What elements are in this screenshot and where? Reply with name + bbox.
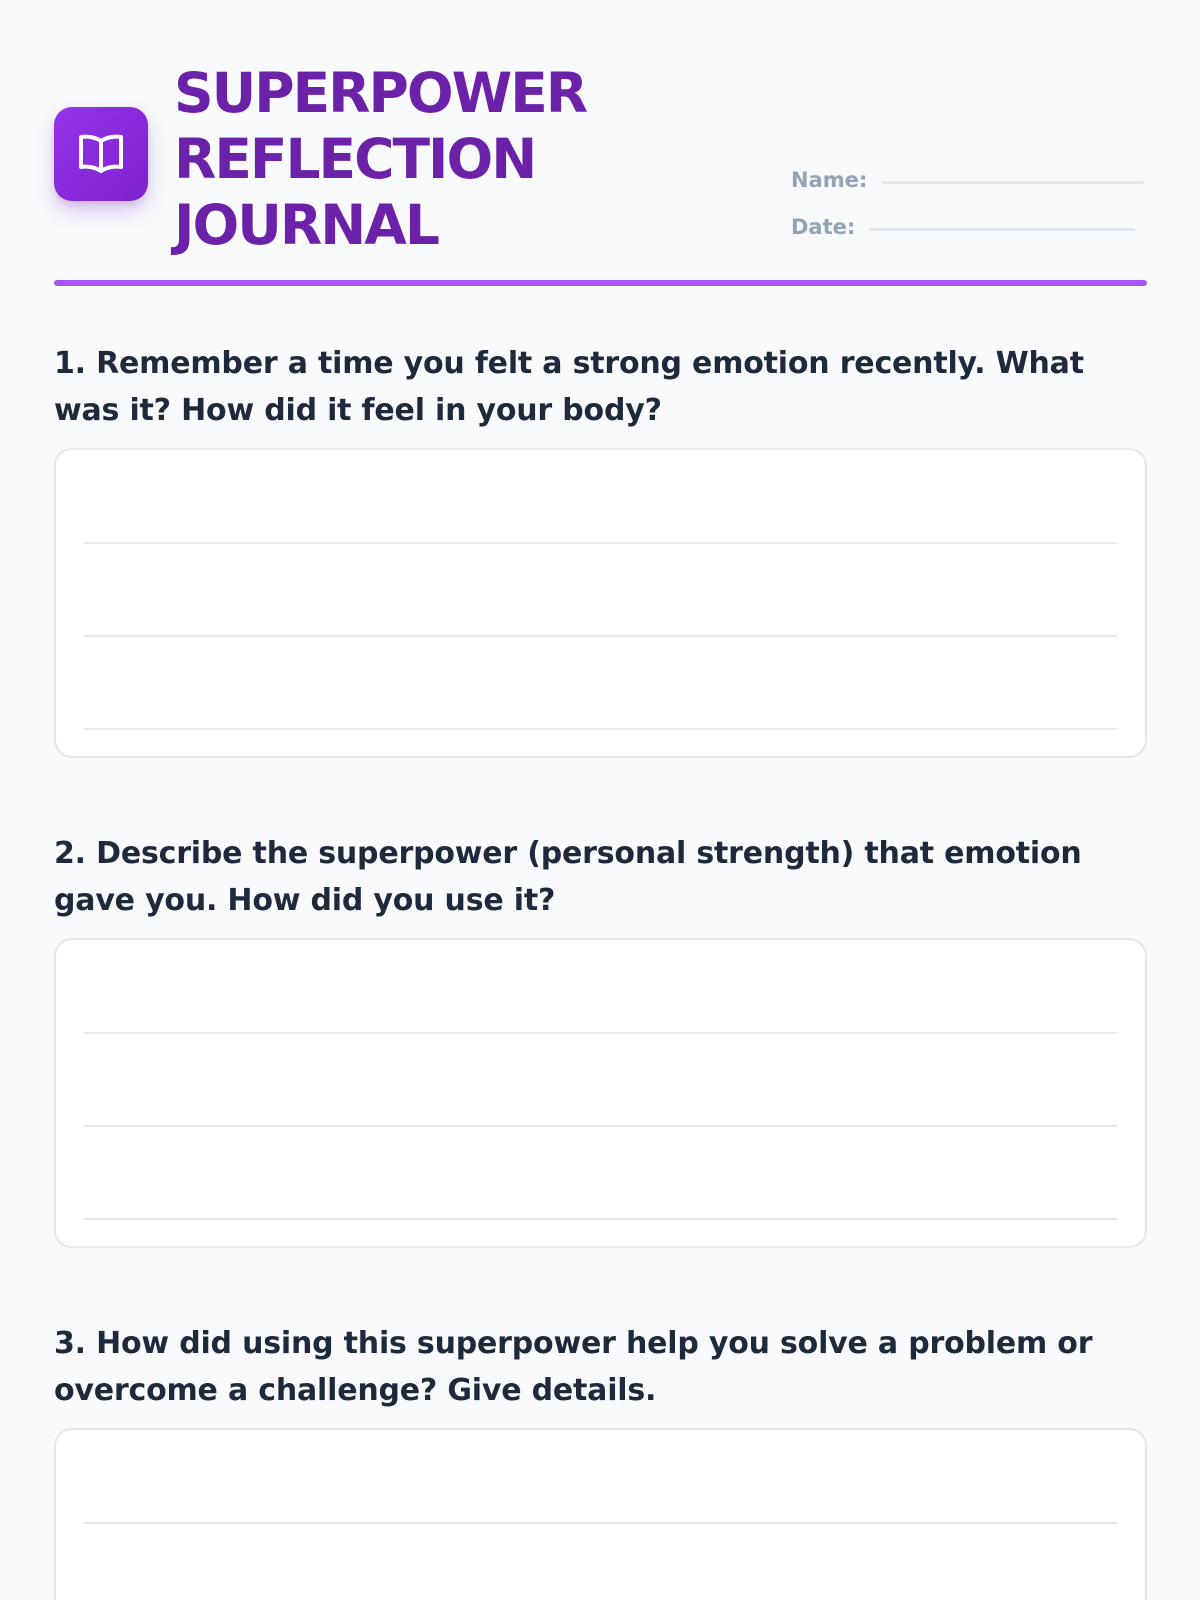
date-field-row	[791, 215, 1151, 239]
answer-line	[84, 635, 1117, 637]
date-label: Date:	[791, 215, 856, 239]
answer-line	[84, 1032, 1117, 1034]
name-write-line[interactable]	[881, 181, 1144, 184]
name-field-row	[791, 168, 1151, 192]
answer-box[interactable]	[54, 448, 1147, 758]
page-title: SUPERPOWER REFLECTION JOURNAL	[174, 61, 587, 257]
question-3	[54, 1320, 1147, 1600]
question-1	[54, 340, 1147, 758]
answer-box[interactable]	[54, 1428, 1147, 1600]
header-divider	[54, 280, 1147, 286]
answer-line	[84, 1125, 1117, 1127]
answer-line	[84, 542, 1117, 544]
question-list	[54, 340, 1147, 1600]
question-prompt: 1. Remember a time you felt a strong emotion recently. What was it? How did it feel in your body?	[54, 346, 1084, 428]
answer-box[interactable]	[54, 938, 1147, 1248]
answer-line	[84, 728, 1117, 730]
answer-line	[84, 1218, 1117, 1220]
date-write-line[interactable]	[869, 228, 1135, 231]
question-prompt: 3. How did using this superpower help you solve a problem or overcome a challenge? Give details.	[54, 1326, 1093, 1408]
question-2	[54, 830, 1147, 1248]
open-book-icon	[76, 132, 126, 176]
answer-line	[84, 1522, 1117, 1524]
name-date-fields	[791, 168, 1151, 262]
page-header	[54, 56, 1147, 256]
name-label: Name:	[791, 168, 868, 192]
journal-logo	[54, 107, 148, 201]
question-prompt: 2. Describe the superpower (personal strength) that emotion gave you. How did you use it?	[54, 836, 1082, 918]
